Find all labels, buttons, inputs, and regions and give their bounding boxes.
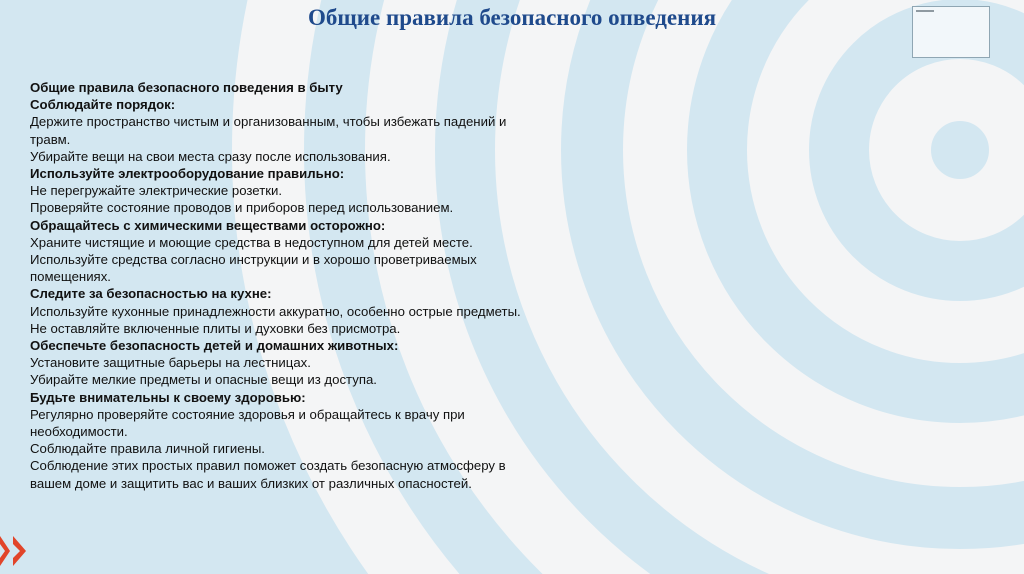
content-text: Используйте кухонные принадлежности аккуратно, особенно острые предметы.	[30, 303, 521, 319]
content-text: Держите пространство чистым и организованным, чтобы избежать падений и травм.	[30, 114, 507, 147]
content-heading: Соблюдайте порядок:	[30, 97, 176, 113]
content-text: Убирайте мелкие предметы и опасные вещи из доступа.	[30, 372, 377, 388]
content-text: Проверяйте состояние проводов и приборов перед использованием.	[30, 200, 454, 216]
content-text: Используйте средства согласно инструкции и в хорошо проветриваемых помещениях.	[30, 252, 477, 285]
content-heading: Обращайтесь с химическими веществами осторожно:	[30, 217, 386, 233]
content-text: Соблюдайте правила личной гигиены.	[30, 441, 265, 457]
content-text: Храните чистящие и моющие средства в недоступном для детей месте.	[30, 234, 473, 250]
slide-thumbnail-icon	[912, 6, 990, 58]
slide-content	[30, 79, 530, 492]
content-text: Соблюдение этих простых правил поможет создать безопасную атмосферу в вашем доме и защитить вас и ваших близких от различных опасностей.	[30, 458, 506, 491]
chevron-right-icon	[0, 532, 34, 574]
content-text: Не оставляйте включенные плиты и духовки без присмотра.	[30, 320, 401, 336]
content-text: Убирайте вещи на свои места сразу после использования.	[30, 148, 391, 164]
content-heading: Будьте внимательны к своему здоровью:	[30, 389, 306, 405]
content-heading: Обеспечьте безопасность детей и домашних животных:	[30, 338, 399, 354]
content-text: Регулярно проверяйте состояние здоровья и обращайтесь к врачу при необходимости.	[30, 406, 465, 440]
thumbnail-bar	[916, 10, 934, 12]
content-text: Установите защитные барьеры на лестницах.	[30, 355, 311, 371]
content-heading: Общие правила безопасного поведения в быту	[30, 80, 343, 95]
content-heading: Используйте электрооборудование правильно:	[30, 166, 345, 182]
content-text: Не перегружайте электрические розетки.	[30, 183, 283, 199]
content-heading: Следите за безопасностью на кухне:	[30, 286, 272, 302]
slide-title: Общие правила безопасного опведения	[307, 5, 717, 30]
